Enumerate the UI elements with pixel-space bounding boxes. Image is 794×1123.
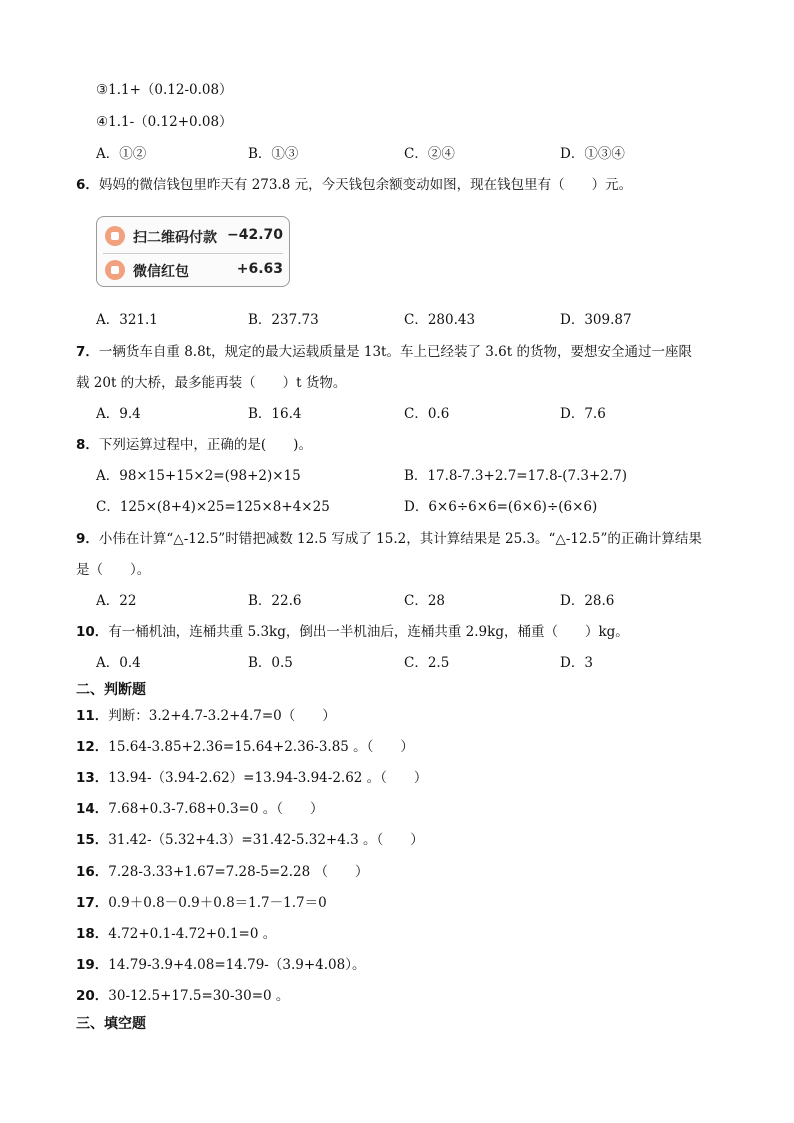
question-10 [76,622,629,642]
q10-option-a: A．0.4 [96,655,141,671]
question-7 [76,342,692,362]
q6-option-d: D．309.87 [560,312,632,328]
wallet-row-amount: +6.63 [236,261,283,277]
question-18 [76,924,276,944]
question-20 [76,986,289,1006]
question-number: 7． [76,344,99,360]
question-text: 7.28-3.33+1.67=7.28-5=2.28 （ ） [108,864,369,880]
question-7-line-2: 载 20t 的大桥，最多能再装（ ）t 货物。 [76,375,347,391]
question-number: 17． [76,895,109,911]
q9-option-c: C．28 [404,593,446,609]
question-text: 一辆货车自重 8.8t，规定的最大运载质量是 13t。车上已经装了 3.6t 的货物，要想安全通过一座限 [98,344,692,360]
question-13 [76,768,427,788]
question-12 [76,737,414,757]
wallet-row-label: 微信红包 [133,264,189,280]
wallet-row-amount: −42.70 [226,227,283,243]
question-text: 小伟在计算“△-12.5”时错把减数 12.5 写成了 15.2，其计算结果是 25.3。“△-12.5”的正确计算结果 [98,531,702,547]
wallet-row-scan [103,221,283,251]
q10-option-d: D．3 [560,655,593,671]
question-number: 6． [76,177,99,193]
red-packet-icon [105,260,125,280]
question-11 [76,706,336,726]
question-number: 15． [76,832,109,848]
q9-option-b: B．22.6 [248,593,302,609]
question-text: 0.9＋0.8－0.9＋0.8＝1.7－1.7＝0 [108,895,327,911]
question-14 [76,799,323,819]
q7-option-b: B．16.4 [248,406,302,422]
question-number: 19． [76,957,109,973]
q5-option-a: A．①② [96,146,147,162]
q7-option-c: C．0.6 [404,406,450,422]
question-number: 11． [76,708,109,724]
q8-option-a: A．98×15+15×2=(98+2)×15 [96,468,301,484]
q7-option-a: A．9.4 [96,406,141,422]
question-9 [76,529,702,549]
question-text: 下列运算过程中，正确的是( )。 [98,437,312,453]
q9-option-d: D．28.6 [560,593,615,609]
q5-option-b: B．①③ [248,146,299,162]
question-text: 31.42-（5.32+4.3）=31.42-5.32+4.3 。（ ） [108,832,424,848]
question-number: 12． [76,739,109,755]
q6-option-a: A．321.1 [96,312,158,328]
question-text: 7.68+0.3-7.68+0.3=0 。（ ） [108,801,324,817]
question-number: 13． [76,770,109,786]
question-text: 15.64-3.85+2.36=15.64+2.36-3.85 。（ ） [108,739,414,755]
section-heading-fill-in: 三、填空题 [76,1016,146,1032]
question-number: 20． [76,988,109,1004]
question-text: 30-12.5+17.5=30-30=0 。 [108,988,290,1004]
wallet-change-card [96,216,290,287]
q8-option-c: C．125×(8+4)×25=125×8+4×25 [96,499,330,515]
divider [103,253,283,254]
question-17 [76,893,327,913]
choice-item-4: ④1.1-（0.12+0.08） [96,114,233,130]
question-text: 4.72+0.1-4.72+0.1=0 。 [108,926,277,942]
question-9-line-2: 是（ ）。 [76,562,151,578]
q6-option-b: B．237.73 [248,312,319,328]
section-heading-judgement: 二、判断题 [76,682,146,698]
q5-option-c: C．②④ [404,146,455,162]
question-8 [76,435,312,455]
q8-option-b: B．17.8-7.3+2.7=17.8-(7.3+2.7) [404,468,628,484]
question-number: 10． [76,624,109,640]
question-text: 14.79-3.9+4.08=14.79-（3.9+4.08）。 [108,957,366,973]
question-number: 14． [76,801,109,817]
question-6 [76,175,632,195]
question-text: 有一桶机油，连桶共重 5.3kg，倒出一半机油后，连桶共重 2.9kg，桶重（ ）kg。 [108,624,629,640]
question-15 [76,830,424,850]
q10-option-b: B．0.5 [248,655,293,671]
wallet-row-label: 扫二维码付款 [133,230,217,246]
q6-option-c: C．280.43 [404,312,476,328]
q7-option-d: D．7.6 [560,406,606,422]
question-text: 判断：3.2+4.7-3.2+4.7=0（ ） [108,708,336,724]
question-19 [76,955,365,975]
q5-option-d: D．①③④ [560,146,625,162]
question-number: 9． [76,531,99,547]
question-number: 8． [76,437,99,453]
wallet-row-redpacket [103,255,283,285]
choice-item-3: ③1.1+（0.12-0.08） [96,82,233,98]
question-text: 13.94-（3.94-2.62）=13.94-3.94-2.62 。（ ） [108,770,428,786]
question-16 [76,862,369,882]
q10-option-c: C．2.5 [404,655,450,671]
q9-option-a: A．22 [96,593,137,609]
question-number: 18． [76,926,109,942]
question-number: 16． [76,864,109,880]
scan-icon [105,226,125,246]
question-text: 妈妈的微信钱包里昨天有 273.8 元，今天钱包余额变动如图，现在钱包里有（ ）元。 [98,177,633,193]
q8-option-d: D．6×6÷6×6=(6×6)÷(6×6) [404,499,598,515]
